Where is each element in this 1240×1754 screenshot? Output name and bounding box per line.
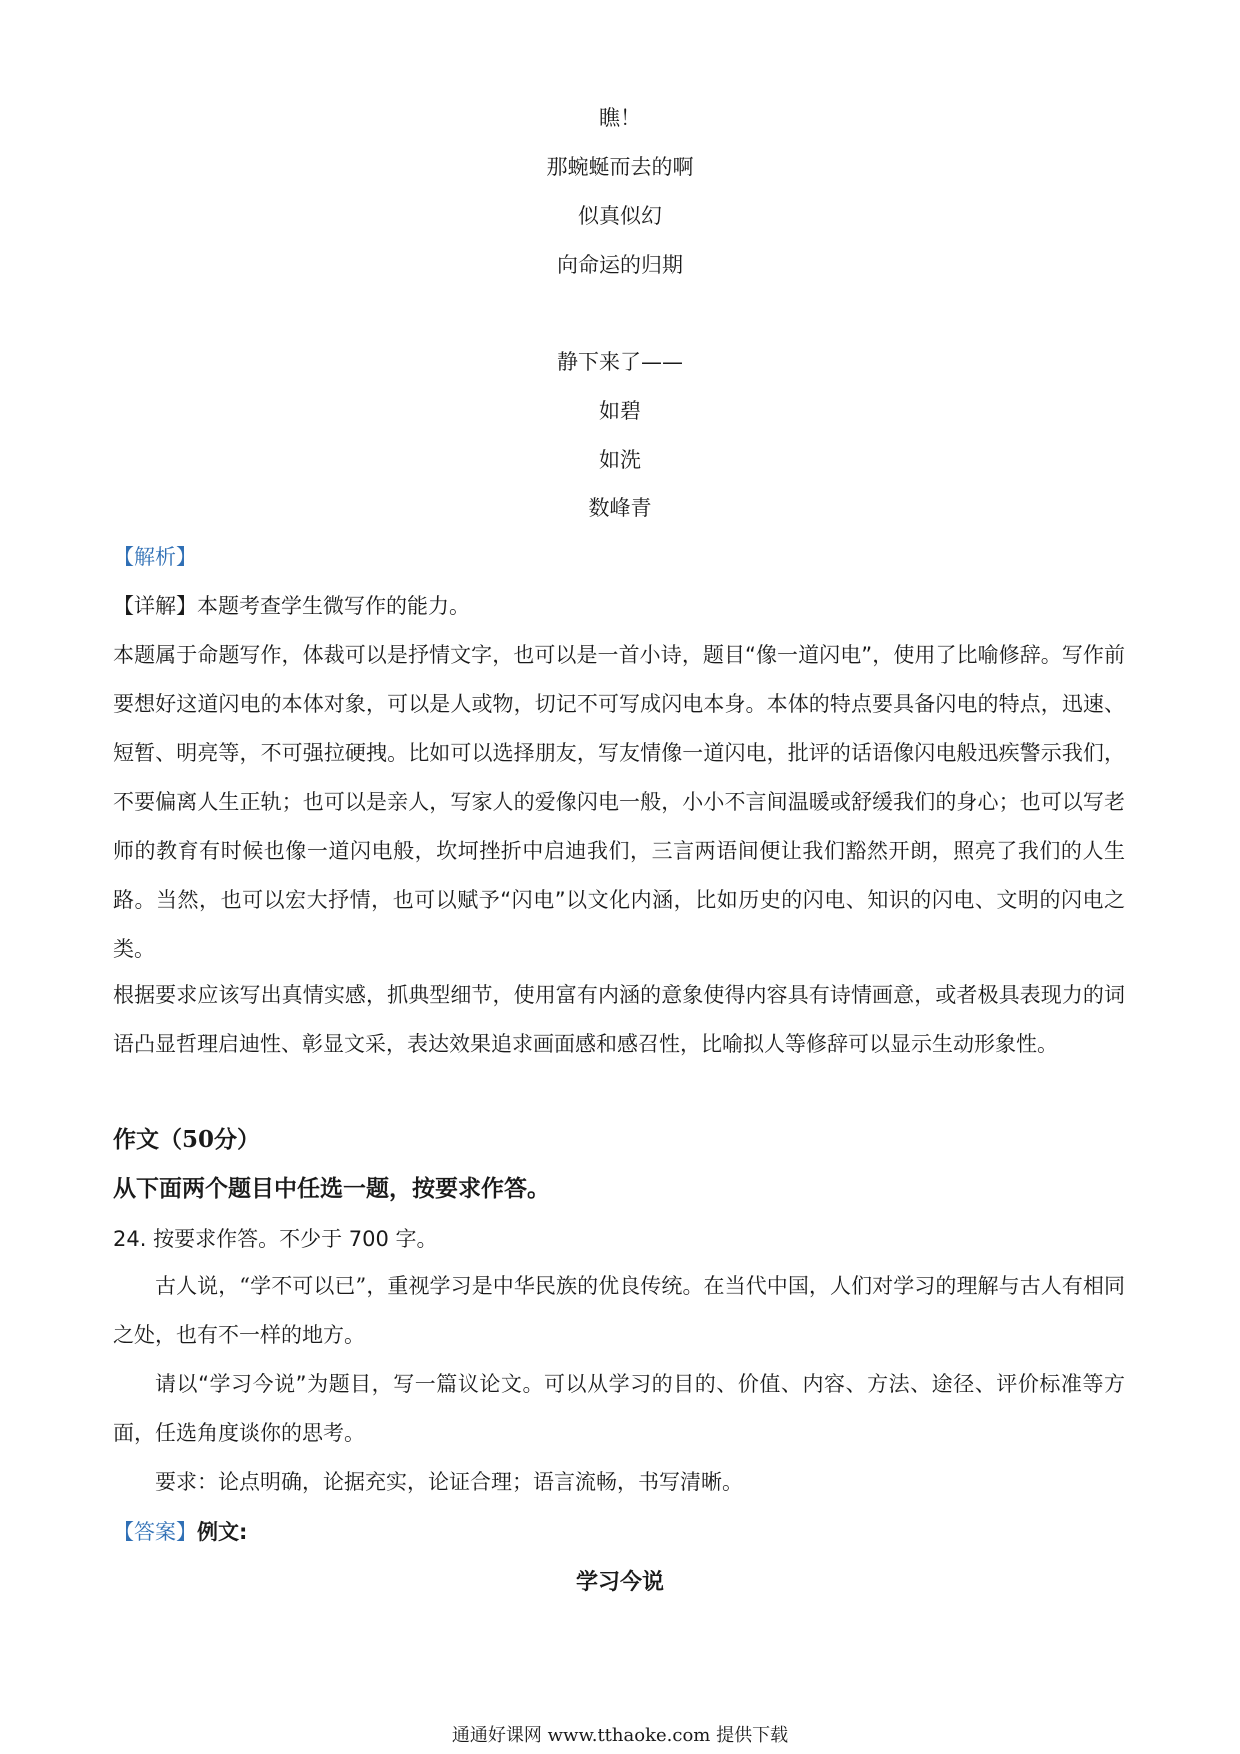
prompt-paragraph: 请以“学习今说”为题目，写一篇议论文。可以从学习的目的、价值、内容、方法、途径、评价标准等方面，任选角度谈你的思考。	[113, 1372, 1125, 1445]
composition-instruction: 从下面两个题目中任选一题，按要求作答。	[113, 1175, 550, 1202]
poem-line: 那蜿蜒而去的啊	[546, 155, 694, 179]
detail-tag: 【详解】	[113, 594, 197, 618]
poem-line: 数峰青	[588, 496, 652, 520]
answer-line	[113, 1518, 247, 1546]
prompt-paragraph: 古人说，“学不可以已”，重视学习是中华民族的优良传统。在当代中国，人们对学习的理解与古人有相同之处，也有不一样的地方。	[113, 1274, 1125, 1347]
essay-title: 学习今说	[575, 1569, 664, 1595]
analysis-paragraph: 本题属于命题写作，体裁可以是抒情文字，也可以是一首小诗，题目“像一道闪电”，使用了比喻修辞。写作前要想好这道闪电的本体对象，可以是人或物，切记不可写成闪电本身。本体的特点要具备闪电的特点，迅速、短暂、明亮等，不可强拉硬拽。比如可以选择朋友，写友情像一道闪电，批评的话语像闪电般迅疾警示我们，不要偏离人生正轨；也可以是亲人，写家人的爱像闪电一般，小小不言间温暖或舒缓我们的身心；也可以写老师的教育有时候也像一道闪电般，坎坷挫折中启迪我们，三言两语间便让我们豁然开朗，照亮了我们的人生路。当然，也可以宏大抒情，也可以赋予“闪电”以文化内涵，比如历史的闪电、知识的闪电、文明的闪电之类。	[113, 643, 1125, 961]
poem-line: 静下来了——	[557, 350, 683, 374]
answer-label: 例文:	[197, 1520, 248, 1544]
requirement-paragraph: 要求：论点明确，论据充实，论证合理；语言流畅，书写清晰。	[155, 1470, 743, 1494]
poem-line: 瞧！	[599, 106, 641, 130]
analysis-paragraph: 根据要求应该写出真情实感，抓典型细节，使用富有内涵的意象使得内容具有诗情画意，或者极具表现力的词语凸显哲理启迪性、彰显文采，表达效果追求画面感和感召性，比喻拟人等修辞可以显示生动形象性。	[113, 983, 1125, 1056]
poem-line: 向命运的归期	[557, 253, 683, 277]
poem-line: 如洗	[599, 448, 641, 472]
question-line: 24. 按要求作答。不少于 700 字。	[113, 1227, 438, 1251]
detail-text: 本题考查学生微写作的能力。	[197, 594, 470, 618]
detail-line	[113, 592, 470, 620]
composition-heading: 作文（50分）	[113, 1126, 261, 1153]
poem-line: 如碧	[599, 399, 641, 423]
footer-text: 通通好课网 www.tthaoke.com 提供下载	[451, 1725, 789, 1746]
answer-tag: 【答案】	[113, 1520, 197, 1544]
analysis-tag: 【解析】	[113, 545, 197, 569]
poem-line: 似真似幻	[578, 204, 662, 228]
